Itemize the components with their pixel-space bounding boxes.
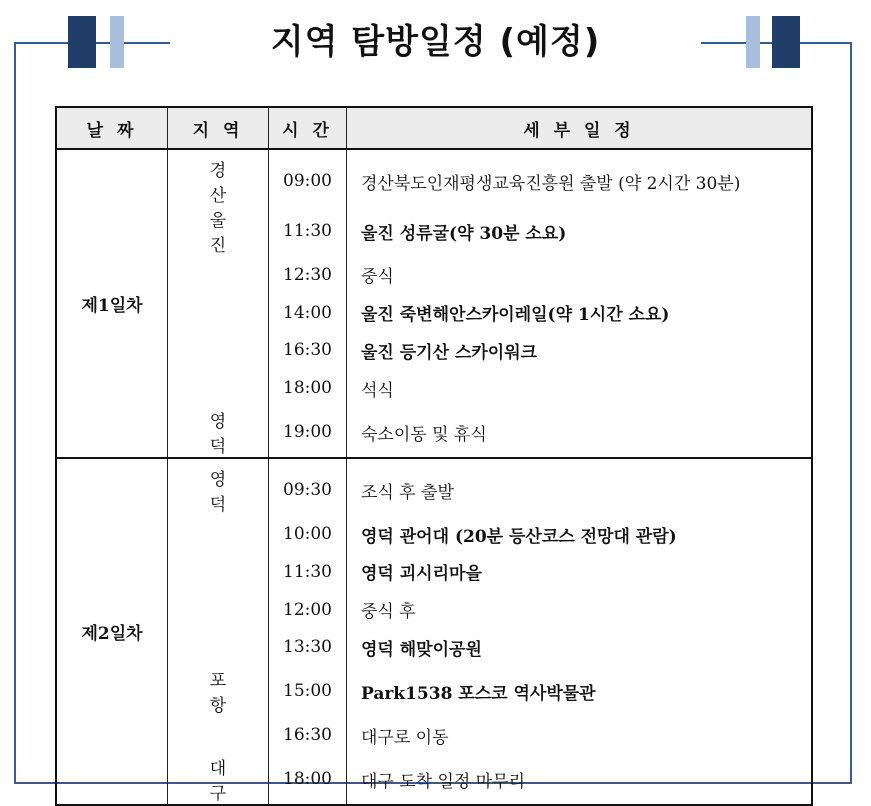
day-label: 제2일차 xyxy=(56,458,168,805)
time-cell: 09:30 xyxy=(269,458,347,515)
detail-cell: 영덕 해맞이공원 xyxy=(347,629,813,667)
time-cell: 10:00 xyxy=(269,515,347,553)
schedule-body xyxy=(56,149,812,805)
time-cell: 12:30 xyxy=(269,256,347,294)
day-label: 제1일차 xyxy=(56,149,168,458)
time-cell: 16:30 xyxy=(269,716,347,754)
schedule-row xyxy=(56,407,812,458)
detail-cell: 대구 도착 일정 마무리 xyxy=(347,754,813,805)
region-cell: 경 산 xyxy=(168,149,269,206)
region-cell xyxy=(168,515,269,553)
decor-block-left-dark xyxy=(68,16,96,68)
schedule-row xyxy=(56,206,812,256)
detail-cell: 중식 xyxy=(347,256,813,294)
schedule-row xyxy=(56,256,812,294)
detail-cell: 중식 후 xyxy=(347,591,813,629)
header-region: 지 역 xyxy=(168,107,269,149)
schedule-row xyxy=(56,332,812,370)
time-cell: 14:00 xyxy=(269,294,347,332)
schedule-row xyxy=(56,591,812,629)
schedule-row xyxy=(56,629,812,667)
header-date: 날 짜 xyxy=(56,107,168,149)
decor-block-right-dark xyxy=(772,16,800,68)
time-cell: 13:30 xyxy=(269,629,347,667)
time-cell: 15:00 xyxy=(269,666,347,716)
region-cell xyxy=(168,591,269,629)
detail-cell: 경산북도인재평생교육진흥원 출발 (약 2시간 30분) xyxy=(347,149,813,206)
header-detail: 세 부 일 정 xyxy=(347,107,813,149)
region-cell: 포 항 xyxy=(168,666,269,716)
schedule-row xyxy=(56,369,812,407)
time-cell: 19:00 xyxy=(269,407,347,458)
region-cell: 울 진 xyxy=(168,206,269,256)
time-cell: 11:30 xyxy=(269,553,347,591)
schedule-row xyxy=(56,458,812,515)
decor-block-left-light xyxy=(110,16,124,68)
page-title: 지역 탐방일정 (예정) xyxy=(270,22,601,62)
time-cell: 12:00 xyxy=(269,591,347,629)
detail-cell: 울진 등기산 스카이워크 xyxy=(347,332,813,370)
detail-cell: 대구로 이동 xyxy=(347,716,813,754)
header-time: 시 간 xyxy=(269,107,347,149)
schedule-row xyxy=(56,666,812,716)
detail-cell: 울진 성류굴(약 30분 소요) xyxy=(347,206,813,256)
region-cell xyxy=(168,256,269,294)
region-cell xyxy=(168,294,269,332)
decor-block-right-light xyxy=(746,16,760,68)
region-cell xyxy=(168,716,269,754)
schedule-row xyxy=(56,754,812,805)
time-cell: 09:00 xyxy=(269,149,347,206)
time-cell: 11:30 xyxy=(269,206,347,256)
schedule-row xyxy=(56,553,812,591)
header-row xyxy=(56,107,812,149)
detail-cell: 영덕 괴시리마을 xyxy=(347,553,813,591)
detail-cell: 석식 xyxy=(347,369,813,407)
detail-cell: 조식 후 출발 xyxy=(347,458,813,515)
schedule-row xyxy=(56,294,812,332)
schedule-row xyxy=(56,716,812,754)
region-cell xyxy=(168,553,269,591)
region-cell xyxy=(168,629,269,667)
schedule-row xyxy=(56,149,812,206)
region-cell xyxy=(168,332,269,370)
time-cell: 16:30 xyxy=(269,332,347,370)
schedule-table xyxy=(55,106,813,806)
region-cell: 영 덕 xyxy=(168,458,269,515)
detail-cell: 영덕 관어대 (20분 등산코스 전망대 관람) xyxy=(347,515,813,553)
detail-cell: 울진 죽변해안스카이레일(약 1시간 소요) xyxy=(347,294,813,332)
time-cell: 18:00 xyxy=(269,369,347,407)
time-cell: 18:00 xyxy=(269,754,347,805)
region-cell: 영 덕 xyxy=(168,407,269,458)
detail-cell: Park1538 포스코 역사박물관 xyxy=(347,666,813,716)
detail-cell: 숙소이동 및 휴식 xyxy=(347,407,813,458)
schedule-row xyxy=(56,515,812,553)
region-cell: 대 구 xyxy=(168,754,269,805)
region-cell xyxy=(168,369,269,407)
